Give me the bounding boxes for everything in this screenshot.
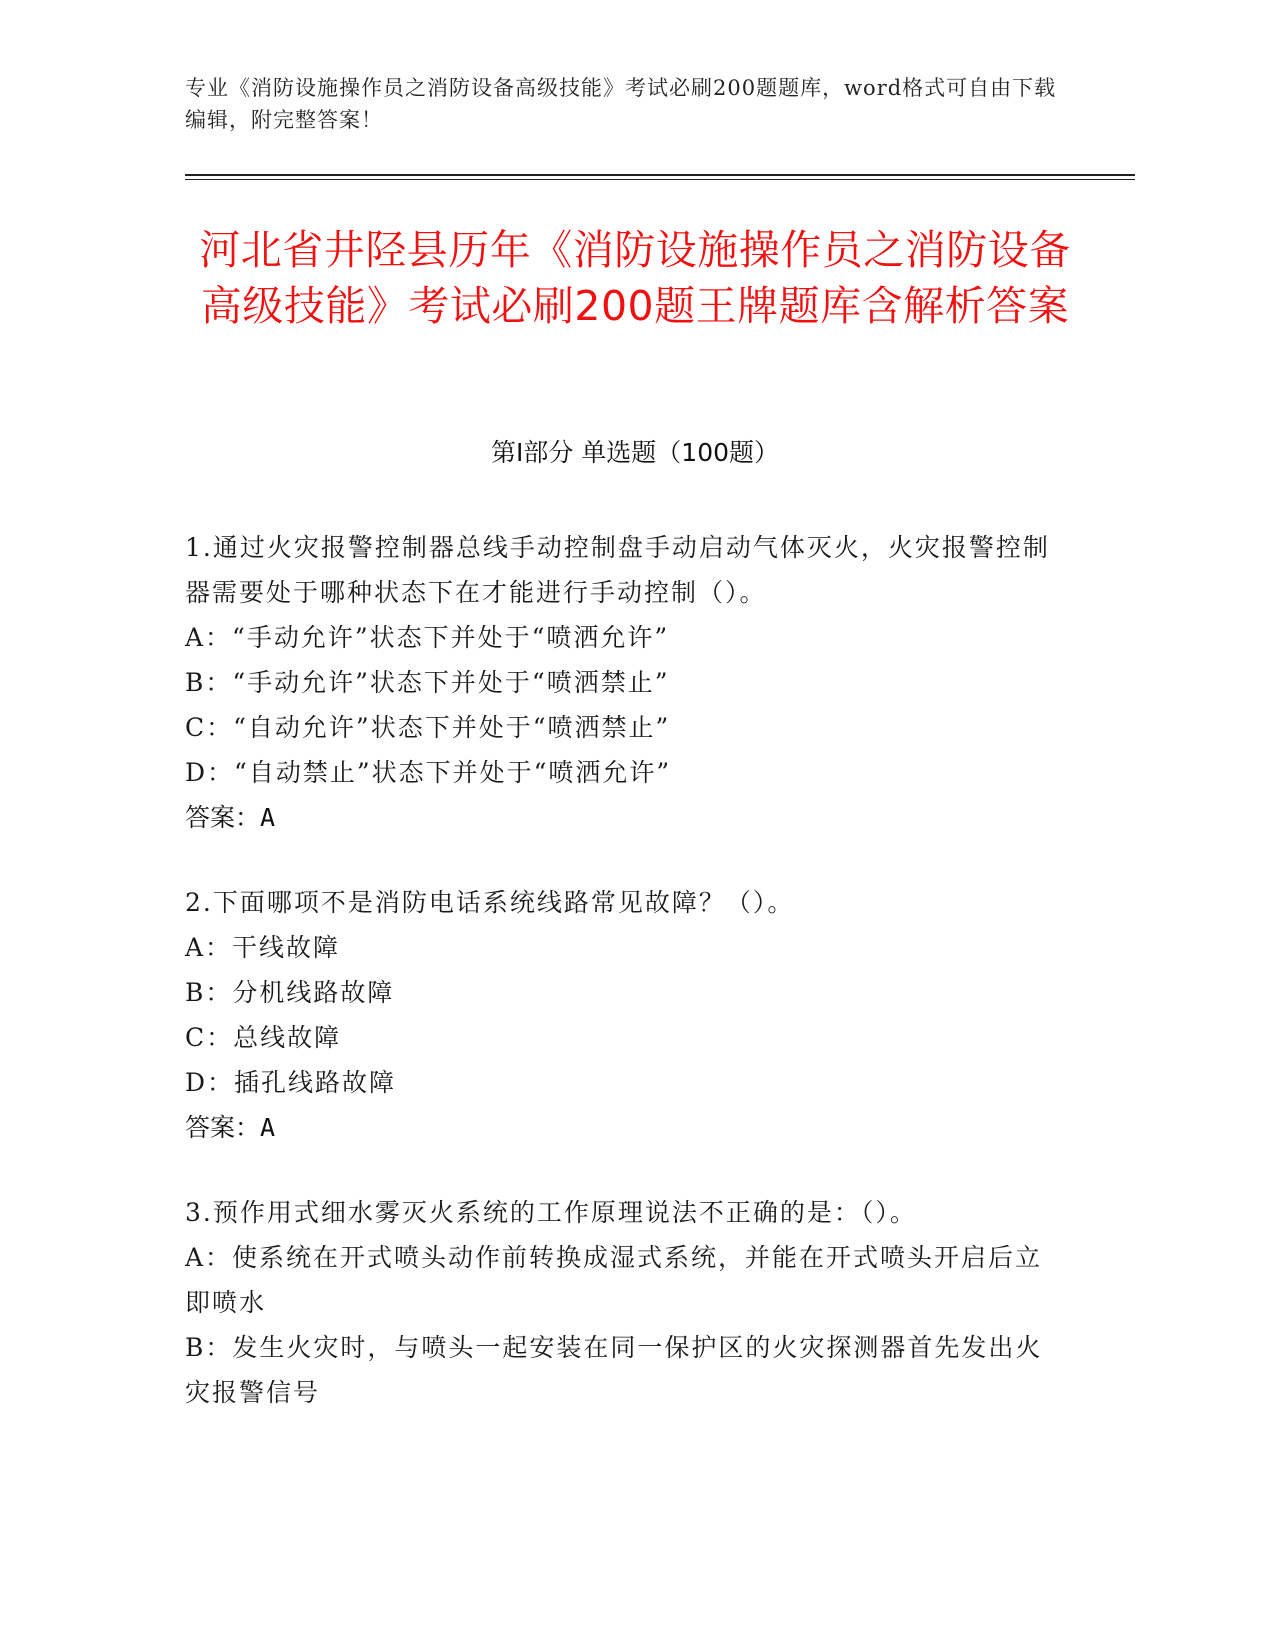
answer-line [185,1105,1065,1150]
question-stem: 2.下面哪项不是消防电话系统线路常见故障？（）。 [185,888,795,917]
header-rule-thick [185,174,1135,176]
header-note: 专业《消防设施操作员之消防设备高级技能》考试必刷200题题库，word格式可自由下载编辑，附完整答案！ [185,76,1057,132]
answer-value: A [260,1113,276,1142]
option-d: D：插孔线路故障 [185,1068,397,1097]
question-1 [185,525,1065,840]
question-stem: 1.通过火灾报警控制器总线手动控制盘手动启动气体灭火，火灾报警控制器需要处于哪种状态下在才能进行手动控制（）。 [185,533,1050,607]
option-c: C：总线故障 [185,1023,342,1052]
question-stem: 3.预作用式细水雾灭火系统的工作原理说法不正确的是：（）。 [185,1198,917,1227]
option-b: B：分机线路故障 [185,978,395,1007]
document-title: 河北省井陉县历年《消防设施操作员之消防设备高级技能》考试必刷200题王牌题库含解析答案 [199,226,1071,330]
question-3 [185,1190,1065,1415]
answer-line [185,795,1065,840]
question-2 [185,880,1065,1150]
option-b: B：“手动允许”状态下并处于“喷洒禁止” [185,668,670,697]
header-rule-thin [185,179,1135,180]
option-d: D：“自动禁止”状态下并处于“喷洒允许” [185,758,672,787]
answer-label: 答案： [185,803,261,832]
section-title: 第I部分 单选题（100题） [490,438,780,467]
option-a: A：“手动允许”状态下并处于“喷洒允许” [185,623,670,652]
option-a: A：使系统在开式喷头动作前转换成湿式系统，并能在开式喷头开启后立即喷水 [185,1243,1043,1317]
answer-value: A [260,803,276,832]
option-b: B：发生火灾时，与喷头一起安装在同一保护区的火灾探测器首先发出火灾报警信号 [185,1333,1043,1407]
option-a: A：干线故障 [185,933,341,962]
option-c: C：“自动允许”状态下并处于“喷洒禁止” [185,713,671,742]
question-list [185,525,1065,1455]
answer-label: 答案： [185,1113,261,1142]
